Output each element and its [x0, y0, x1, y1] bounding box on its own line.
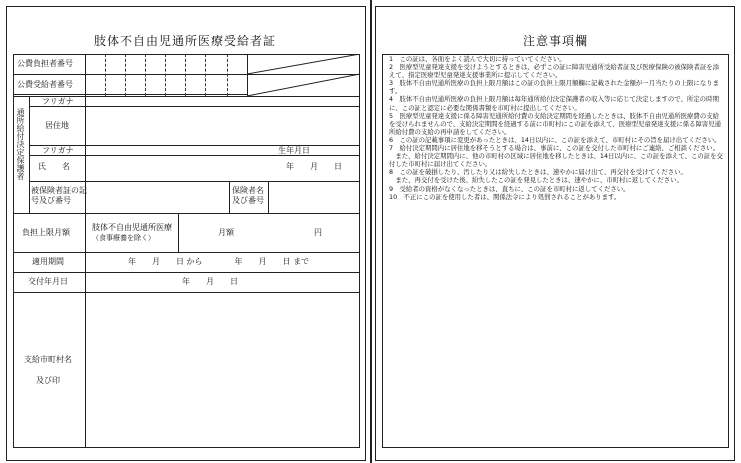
- period-label: 適用期間: [32, 257, 64, 266]
- guardian-vertical-label: 通所給付決定保護者: [16, 108, 25, 180]
- period-value: 年 月 日 から 年 月 日 まで: [128, 257, 310, 266]
- note-item: また、給付決定期間内に、他の市町村の区域に居住地を移したときは、14日以内に、この証を添えて、この証を交付した市町村に届け出てください。: [389, 152, 723, 169]
- issue-value: 年 月 日: [182, 277, 238, 286]
- certificate-form-table: [13, 54, 360, 448]
- note-item: 10 不正にこの証を使用した者は、関係法令により処罰されることがあります。: [389, 192, 621, 201]
- furigana-label-2: フリガナ: [42, 146, 74, 155]
- address-label: 居住地: [45, 121, 69, 130]
- birthdate-value: 年 月 日: [286, 162, 342, 171]
- note-item: 9 受給者の資格がなくなったときは、直ちに、この証を市町村に返してください。: [389, 184, 630, 193]
- note-item: 7 給付決定期間内に居住地を移そうとする場合は、事前に、この証を交付した市町村にご連絡、ご相談ください。: [389, 144, 719, 153]
- name-label: 氏 名: [38, 162, 70, 171]
- notes-title: 注意事項欄: [523, 34, 589, 48]
- payer-number-label: 公費負担者番号: [17, 59, 73, 68]
- note-item: 4 肢体不自由児通所医療の負担上限月額は毎年通所給付決定保護者の収入等に応じて決定しますので、所定の時期に、この証と認定に必要な関係書類を市町村に提出してください。: [389, 95, 719, 112]
- insured-label: 被保険者証の記号及び番号: [31, 186, 87, 205]
- municipality-label-2: 及び印: [36, 376, 60, 385]
- copay-type-sub: （食事療養を除く）: [92, 234, 155, 242]
- panel-divider: [370, 0, 372, 463]
- issue-label: 交付年月日: [28, 277, 68, 286]
- note-item: 2 医療型児童発達支援を受けようとするときは、必ずこの証に障害児通所受給者証及び医療保険の被保険者証を添えて、指定医療型児童発達支援事業所に提示してください。: [389, 63, 719, 80]
- yen-label: 円: [314, 228, 322, 237]
- birthdate-label: 生年月日: [278, 146, 310, 155]
- note-item: 3 肢体不自由児通所医療の負担上限月額はこの証の負担上限月額欄に記載された金額が一月当たりの上限になります。: [389, 79, 719, 96]
- municipality-label-1: 支給市町村名: [24, 355, 72, 364]
- note-item: 6 この証の記載事項に変更があったときは、14日以内に、この証を添えて、市町村にその旨を届け出てください。: [389, 135, 721, 144]
- note-item: 8 この証を破損したり、汚したり又は紛失したときは、速やかに届け出て、再交付を受けてください。: [389, 168, 687, 177]
- certificate-title: 肢体不自由児通所医療受給者証: [94, 34, 277, 48]
- notes-list: [389, 55, 725, 201]
- copay-label: 負担上限月額: [22, 228, 70, 237]
- furigana-label-1: フリガナ: [42, 97, 74, 106]
- monthly-label: 月額: [218, 228, 234, 237]
- insurer-label: 保険者名及び番号: [232, 186, 264, 205]
- note-item: 5 医療型児童発達支援に係る障害児通所給付費の支給決定期間を経過したときは、肢体不自由児通所医療費の支給を受けられませんので、支給決定期間を経過する前に市町村にこの証を添えて、医療型児童発達支援に係る障害児通所給付費の支給の再申請をしてください。: [389, 111, 722, 136]
- copay-type-main: 肢体不自由児通所医療: [92, 223, 172, 232]
- unused-cell-diagonal: [247, 54, 360, 96]
- recipient-number-label: 公費受給者番号: [17, 80, 73, 89]
- note-item: 1 この証は、各面をよく読んで大切に持っていてください。: [389, 55, 566, 63]
- note-item: また、再交付を受けた後、紛失したこの証を発見したときは、速やかに、市町村に返してください。: [389, 176, 683, 185]
